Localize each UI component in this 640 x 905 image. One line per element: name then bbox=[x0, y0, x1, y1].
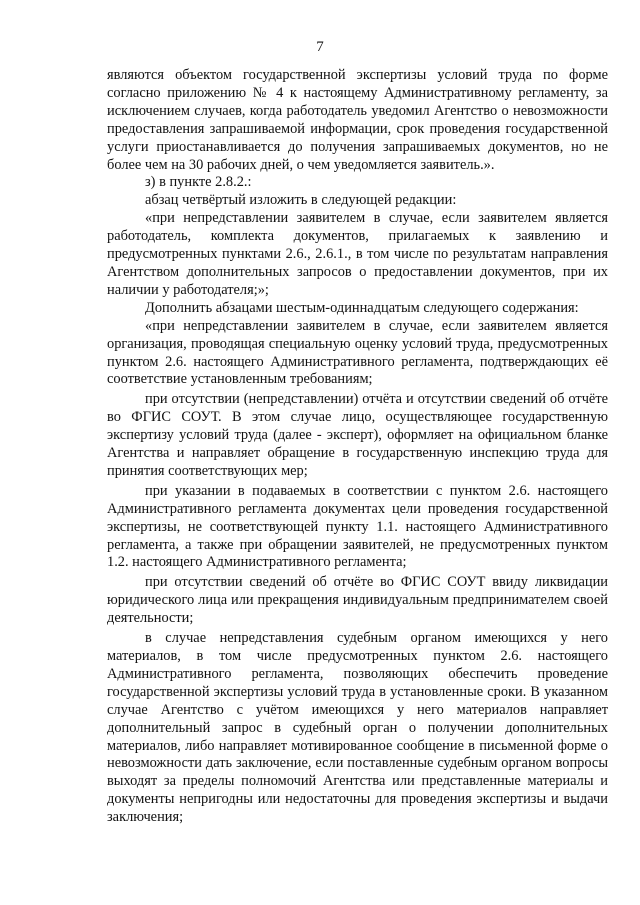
paragraph-purpose-mismatch: при указании в подаваемых в соответствии с пунктом 2.6. настоящего Административного регламента документах цели проведения государственной экспертизы, не соответствующей пункту 1.1. настоящего Административного регламента, а также при обращении заявителей, не предусмотренных пунктом 1.2. настоящего Административного регламента; bbox=[107, 482, 608, 571]
paragraph-continuation: являются объектом государственной экспертизы условий труда по форме согласно приложению № 4 к настоящему Административному регламенту, за исключением случаев, когда работодатель уведомил Агентство о невозможности предоставления запрашиваемой информации, срок проведения государственной услуги приостанавливается до получения запрашиваемых документов, но не более чем на 30 рабочих дней, о чем уведомляется заявитель.». bbox=[107, 67, 608, 173]
paragraph-add-abzacs: Дополнить абзацами шестым-одиннадцатым следующего содержания: bbox=[145, 299, 579, 316]
paragraph-no-report: при отсутствии (непредставлении) отчёта и отсутствии сведений об отчёте во ФГИС СОУТ. В этом случае лицо, осуществляющее государственную экспертизу условий труда (далее - эксперт), оформляет на официальном бланке Агентства и направляет обращение в государственную инспекцию труда для принятия соответствующих мер; bbox=[107, 391, 608, 479]
paragraph-item-z: з) в пункте 2.8.2.: bbox=[145, 174, 252, 191]
page-number: 7 bbox=[316, 39, 324, 55]
document-body bbox=[107, 67, 608, 827]
paragraph-quote-employer: «при непредставлении заявителем в случае, если заявителем является работодатель, комплекта документов, прилагаемых к заявлению и предусмотренных пунктами 2.6., 2.6.1., в том числе по результатам направления Агентством дополнительных запросов о предоставлении документов, при их наличии у работодателя;»; bbox=[107, 210, 608, 298]
paragraph-quote-organization: «при непредставлении заявителем в случае, если заявителем является организация, проводящая специальную оценку условий труда, предусмотренных пунктом 2.6. настоящего Административного регламента, подтверждающих её соответствие установленным требованиям; bbox=[107, 317, 608, 388]
paragraph-court-materials: в случае непредставления судебным органом имеющихся у него материалов, в том числе предусмотренных пунктом 2.6. настоящего Административного регламента, позволяющих обеспечить проведение государственной экспертизы условий труда в установленные сроки. В указанном случае Агентство с учётом имеющихся у него материалов направляет дополнительный запрос в судебный орган о получении дополнительных материалов, либо направляет мотивированное сообщение в письменной форме о невозможности дать заключение, если поставленные судебным органом вопросы выходят за пределы полномочий Агентства или представленные материалы и документы непригодны или недостаточны для проведения экспертизы и выдачи заключения; bbox=[107, 630, 608, 826]
paragraph-liquidation: при отсутствии сведений об отчёте во ФГИС СОУТ ввиду ликвидации юридического лица или прекращения индивидуальным предпринимателем своей деятельности; bbox=[107, 574, 608, 627]
paragraph-fourth-abzac: абзац четвёртый изложить в следующей редакции: bbox=[145, 192, 457, 209]
